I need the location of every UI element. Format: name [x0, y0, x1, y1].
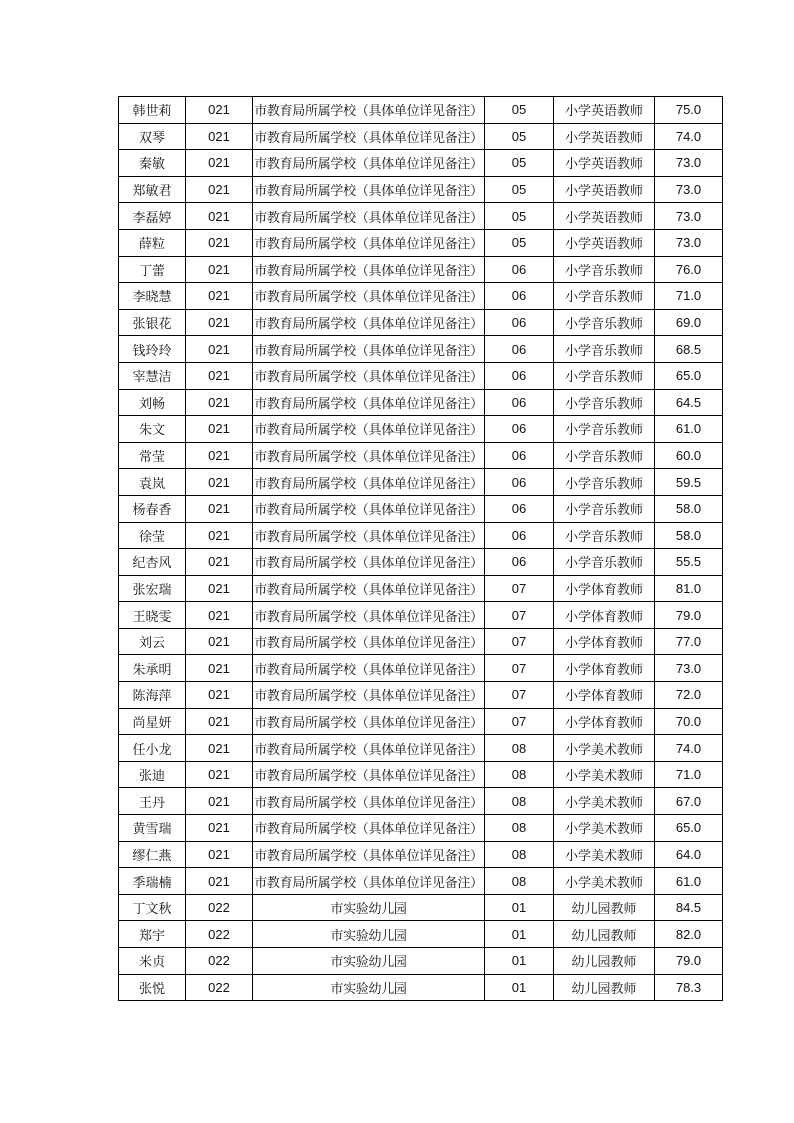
candidate-name-cell: 刘云	[119, 628, 186, 655]
candidate-name-cell: 纪杏风	[119, 549, 186, 576]
score-cell: 82.0	[655, 921, 723, 948]
hiring-unit-cell: 市实验幼儿园	[253, 921, 485, 948]
unit-code-cell: 021	[186, 256, 253, 283]
table-row	[119, 176, 723, 203]
unit-code-cell: 021	[186, 123, 253, 150]
table-row	[119, 469, 723, 496]
unit-code-cell: 021	[186, 283, 253, 310]
unit-code-cell: 021	[186, 575, 253, 602]
unit-code-cell: 021	[186, 708, 253, 735]
score-cell: 73.0	[655, 150, 723, 177]
score-cell: 64.0	[655, 841, 723, 868]
post-code-cell: 08	[485, 815, 554, 842]
unit-code-cell: 021	[186, 628, 253, 655]
post-code-cell: 05	[485, 150, 554, 177]
score-cell: 71.0	[655, 761, 723, 788]
table-row	[119, 522, 723, 549]
score-cell: 84.5	[655, 894, 723, 921]
table-row	[119, 815, 723, 842]
post-name-cell: 小学音乐教师	[554, 495, 655, 522]
unit-code-cell: 022	[186, 974, 253, 1001]
unit-code-cell: 021	[186, 655, 253, 682]
candidate-name-cell: 尚星妍	[119, 708, 186, 735]
post-name-cell: 小学英语教师	[554, 123, 655, 150]
candidate-name-cell: 季瑞楠	[119, 868, 186, 895]
unit-code-cell: 021	[186, 761, 253, 788]
hiring-unit-cell: 市教育局所属学校（具体单位详见备注）	[253, 256, 485, 283]
hiring-unit-cell: 市教育局所属学校（具体单位详见备注）	[253, 868, 485, 895]
score-cell: 81.0	[655, 575, 723, 602]
table-row	[119, 921, 723, 948]
table-row	[119, 575, 723, 602]
table-row	[119, 309, 723, 336]
unit-code-cell: 022	[186, 894, 253, 921]
post-code-cell: 06	[485, 362, 554, 389]
hiring-unit-cell: 市教育局所属学校（具体单位详见备注）	[253, 708, 485, 735]
post-code-cell: 08	[485, 868, 554, 895]
candidate-name-cell: 秦敏	[119, 150, 186, 177]
table-row	[119, 362, 723, 389]
hiring-unit-cell: 市教育局所属学校（具体单位详见备注）	[253, 682, 485, 709]
unit-code-cell: 021	[186, 868, 253, 895]
score-cell: 65.0	[655, 362, 723, 389]
score-cell: 58.0	[655, 522, 723, 549]
hiring-unit-cell: 市教育局所属学校（具体单位详见备注）	[253, 495, 485, 522]
post-name-cell: 小学音乐教师	[554, 416, 655, 443]
score-cell: 78.3	[655, 974, 723, 1001]
hiring-unit-cell: 市教育局所属学校（具体单位详见备注）	[253, 469, 485, 496]
unit-code-cell: 021	[186, 336, 253, 363]
score-cell: 69.0	[655, 309, 723, 336]
post-name-cell: 小学音乐教师	[554, 362, 655, 389]
post-code-cell: 07	[485, 628, 554, 655]
table-row	[119, 948, 723, 975]
unit-code-cell: 021	[186, 815, 253, 842]
score-cell: 73.0	[655, 655, 723, 682]
hiring-unit-cell: 市教育局所属学校（具体单位详见备注）	[253, 788, 485, 815]
candidate-name-cell: 黄雪瑞	[119, 815, 186, 842]
table-row	[119, 708, 723, 735]
hiring-unit-cell: 市教育局所属学校（具体单位详见备注）	[253, 283, 485, 310]
table-row	[119, 735, 723, 762]
post-name-cell: 幼儿园教师	[554, 894, 655, 921]
post-name-cell: 小学音乐教师	[554, 549, 655, 576]
candidate-name-cell: 薛粒	[119, 229, 186, 256]
hiring-unit-cell: 市实验幼儿园	[253, 974, 485, 1001]
hiring-unit-cell: 市教育局所属学校（具体单位详见备注）	[253, 735, 485, 762]
post-name-cell: 小学音乐教师	[554, 336, 655, 363]
unit-code-cell: 021	[186, 150, 253, 177]
post-name-cell: 小学体育教师	[554, 575, 655, 602]
candidate-name-cell: 丁蕾	[119, 256, 186, 283]
candidate-name-cell: 张宏瑞	[119, 575, 186, 602]
candidate-name-cell: 钱玲玲	[119, 336, 186, 363]
unit-code-cell: 021	[186, 682, 253, 709]
post-name-cell: 小学英语教师	[554, 229, 655, 256]
post-code-cell: 06	[485, 283, 554, 310]
table-row	[119, 336, 723, 363]
post-name-cell: 小学体育教师	[554, 708, 655, 735]
post-name-cell: 小学体育教师	[554, 682, 655, 709]
unit-code-cell: 022	[186, 921, 253, 948]
unit-code-cell: 021	[186, 309, 253, 336]
score-cell: 74.0	[655, 123, 723, 150]
hiring-unit-cell: 市教育局所属学校（具体单位详见备注）	[253, 203, 485, 230]
score-cell: 70.0	[655, 708, 723, 735]
hiring-unit-cell: 市教育局所属学校（具体单位详见备注）	[253, 575, 485, 602]
unit-code-cell: 021	[186, 389, 253, 416]
candidate-name-cell: 李晓慧	[119, 283, 186, 310]
candidate-name-cell: 双琴	[119, 123, 186, 150]
post-name-cell: 小学美术教师	[554, 735, 655, 762]
table-row	[119, 602, 723, 629]
post-code-cell: 05	[485, 203, 554, 230]
table-row	[119, 682, 723, 709]
table-row	[119, 389, 723, 416]
post-code-cell: 06	[485, 442, 554, 469]
results-table	[118, 96, 723, 1001]
table-row	[119, 123, 723, 150]
post-name-cell: 小学美术教师	[554, 788, 655, 815]
score-cell: 79.0	[655, 948, 723, 975]
hiring-unit-cell: 市教育局所属学校（具体单位详见备注）	[253, 362, 485, 389]
score-cell: 68.5	[655, 336, 723, 363]
candidate-name-cell: 李磊婷	[119, 203, 186, 230]
unit-code-cell: 021	[186, 176, 253, 203]
score-cell: 55.5	[655, 549, 723, 576]
hiring-unit-cell: 市教育局所属学校（具体单位详见备注）	[253, 522, 485, 549]
table-row	[119, 283, 723, 310]
score-cell: 67.0	[655, 788, 723, 815]
candidate-name-cell: 刘畅	[119, 389, 186, 416]
hiring-unit-cell: 市教育局所属学校（具体单位详见备注）	[253, 123, 485, 150]
post-code-cell: 06	[485, 309, 554, 336]
score-cell: 72.0	[655, 682, 723, 709]
table-row	[119, 761, 723, 788]
hiring-unit-cell: 市教育局所属学校（具体单位详见备注）	[253, 655, 485, 682]
post-name-cell: 幼儿园教师	[554, 948, 655, 975]
hiring-unit-cell: 市教育局所属学校（具体单位详见备注）	[253, 150, 485, 177]
candidate-name-cell: 米贞	[119, 948, 186, 975]
table-row	[119, 495, 723, 522]
table-row	[119, 256, 723, 283]
post-code-cell: 07	[485, 682, 554, 709]
unit-code-cell: 022	[186, 948, 253, 975]
hiring-unit-cell: 市实验幼儿园	[253, 948, 485, 975]
post-code-cell: 08	[485, 788, 554, 815]
post-code-cell: 06	[485, 495, 554, 522]
post-name-cell: 小学音乐教师	[554, 389, 655, 416]
score-cell: 75.0	[655, 97, 723, 124]
score-cell: 58.0	[655, 495, 723, 522]
candidate-name-cell: 朱文	[119, 416, 186, 443]
candidate-name-cell: 徐莹	[119, 522, 186, 549]
post-name-cell: 小学美术教师	[554, 761, 655, 788]
candidate-name-cell: 陈海萍	[119, 682, 186, 709]
post-code-cell: 05	[485, 229, 554, 256]
hiring-unit-cell: 市教育局所属学校（具体单位详见备注）	[253, 761, 485, 788]
hiring-unit-cell: 市教育局所属学校（具体单位详见备注）	[253, 628, 485, 655]
post-code-cell: 06	[485, 336, 554, 363]
post-code-cell: 05	[485, 123, 554, 150]
post-code-cell: 05	[485, 176, 554, 203]
post-name-cell: 幼儿园教师	[554, 921, 655, 948]
post-name-cell: 小学美术教师	[554, 841, 655, 868]
table-row	[119, 628, 723, 655]
candidate-name-cell: 朱承明	[119, 655, 186, 682]
post-code-cell: 01	[485, 921, 554, 948]
unit-code-cell: 021	[186, 203, 253, 230]
candidate-name-cell: 韩世莉	[119, 97, 186, 124]
candidate-name-cell: 郑敏君	[119, 176, 186, 203]
candidate-name-cell: 袁岚	[119, 469, 186, 496]
unit-code-cell: 021	[186, 602, 253, 629]
candidate-name-cell: 张悦	[119, 974, 186, 1001]
hiring-unit-cell: 市教育局所属学校（具体单位详见备注）	[253, 442, 485, 469]
candidate-name-cell: 常莹	[119, 442, 186, 469]
post-code-cell: 06	[485, 256, 554, 283]
candidate-name-cell: 王丹	[119, 788, 186, 815]
post-code-cell: 07	[485, 575, 554, 602]
score-cell: 61.0	[655, 868, 723, 895]
post-name-cell: 小学英语教师	[554, 203, 655, 230]
table-row	[119, 974, 723, 1001]
table-row	[119, 841, 723, 868]
hiring-unit-cell: 市教育局所属学校（具体单位详见备注）	[253, 416, 485, 443]
table-row	[119, 97, 723, 124]
post-code-cell: 06	[485, 389, 554, 416]
hiring-unit-cell: 市教育局所属学校（具体单位详见备注）	[253, 549, 485, 576]
score-cell: 74.0	[655, 735, 723, 762]
score-cell: 73.0	[655, 203, 723, 230]
table-row	[119, 203, 723, 230]
unit-code-cell: 021	[186, 495, 253, 522]
post-name-cell: 小学音乐教师	[554, 522, 655, 549]
post-code-cell: 01	[485, 974, 554, 1001]
post-code-cell: 08	[485, 761, 554, 788]
post-name-cell: 小学英语教师	[554, 176, 655, 203]
score-cell: 64.5	[655, 389, 723, 416]
candidate-name-cell: 丁文秋	[119, 894, 186, 921]
post-code-cell: 07	[485, 655, 554, 682]
candidate-name-cell: 宰慧洁	[119, 362, 186, 389]
unit-code-cell: 021	[186, 97, 253, 124]
hiring-unit-cell: 市教育局所属学校（具体单位详见备注）	[253, 97, 485, 124]
table-row	[119, 416, 723, 443]
hiring-unit-cell: 市实验幼儿园	[253, 894, 485, 921]
candidate-name-cell: 郑宇	[119, 921, 186, 948]
score-cell: 77.0	[655, 628, 723, 655]
post-name-cell: 小学音乐教师	[554, 283, 655, 310]
unit-code-cell: 021	[186, 416, 253, 443]
post-code-cell: 06	[485, 416, 554, 443]
post-code-cell: 06	[485, 469, 554, 496]
score-cell: 65.0	[655, 815, 723, 842]
unit-code-cell: 021	[186, 362, 253, 389]
post-name-cell: 小学美术教师	[554, 815, 655, 842]
post-name-cell: 小学音乐教师	[554, 256, 655, 283]
table-row	[119, 229, 723, 256]
hiring-unit-cell: 市教育局所属学校（具体单位详见备注）	[253, 176, 485, 203]
post-name-cell: 小学美术教师	[554, 868, 655, 895]
candidate-name-cell: 缪仁燕	[119, 841, 186, 868]
table-row	[119, 788, 723, 815]
score-cell: 73.0	[655, 229, 723, 256]
post-name-cell: 小学体育教师	[554, 655, 655, 682]
table-row	[119, 150, 723, 177]
candidate-name-cell: 杨春香	[119, 495, 186, 522]
post-code-cell: 06	[485, 522, 554, 549]
post-code-cell: 07	[485, 602, 554, 629]
post-name-cell: 小学音乐教师	[554, 442, 655, 469]
post-name-cell: 小学英语教师	[554, 150, 655, 177]
score-cell: 59.5	[655, 469, 723, 496]
post-code-cell: 01	[485, 948, 554, 975]
post-code-cell: 08	[485, 735, 554, 762]
table-row	[119, 894, 723, 921]
hiring-unit-cell: 市教育局所属学校（具体单位详见备注）	[253, 389, 485, 416]
unit-code-cell: 021	[186, 788, 253, 815]
post-name-cell: 小学体育教师	[554, 628, 655, 655]
post-name-cell: 小学音乐教师	[554, 469, 655, 496]
hiring-unit-cell: 市教育局所属学校（具体单位详见备注）	[253, 841, 485, 868]
unit-code-cell: 021	[186, 522, 253, 549]
post-code-cell: 08	[485, 841, 554, 868]
score-cell: 79.0	[655, 602, 723, 629]
score-cell: 76.0	[655, 256, 723, 283]
post-name-cell: 小学音乐教师	[554, 309, 655, 336]
post-code-cell: 05	[485, 97, 554, 124]
unit-code-cell: 021	[186, 841, 253, 868]
post-code-cell: 07	[485, 708, 554, 735]
hiring-unit-cell: 市教育局所属学校（具体单位详见备注）	[253, 309, 485, 336]
post-name-cell: 小学体育教师	[554, 602, 655, 629]
hiring-unit-cell: 市教育局所属学校（具体单位详见备注）	[253, 336, 485, 363]
score-cell: 61.0	[655, 416, 723, 443]
unit-code-cell: 021	[186, 442, 253, 469]
unit-code-cell: 021	[186, 549, 253, 576]
score-cell: 71.0	[655, 283, 723, 310]
unit-code-cell: 021	[186, 735, 253, 762]
results-table-body	[119, 97, 723, 1001]
unit-code-cell: 021	[186, 469, 253, 496]
table-row	[119, 442, 723, 469]
post-name-cell: 幼儿园教师	[554, 974, 655, 1001]
hiring-unit-cell: 市教育局所属学校（具体单位详见备注）	[253, 229, 485, 256]
score-cell: 73.0	[655, 176, 723, 203]
hiring-unit-cell: 市教育局所属学校（具体单位详见备注）	[253, 815, 485, 842]
table-row	[119, 549, 723, 576]
post-name-cell: 小学英语教师	[554, 97, 655, 124]
candidate-name-cell: 王晓雯	[119, 602, 186, 629]
post-code-cell: 01	[485, 894, 554, 921]
table-row	[119, 868, 723, 895]
unit-code-cell: 021	[186, 229, 253, 256]
candidate-name-cell: 张迪	[119, 761, 186, 788]
candidate-name-cell: 任小龙	[119, 735, 186, 762]
post-code-cell: 06	[485, 549, 554, 576]
table-row	[119, 655, 723, 682]
score-cell: 60.0	[655, 442, 723, 469]
candidate-name-cell: 张银花	[119, 309, 186, 336]
hiring-unit-cell: 市教育局所属学校（具体单位详见备注）	[253, 602, 485, 629]
